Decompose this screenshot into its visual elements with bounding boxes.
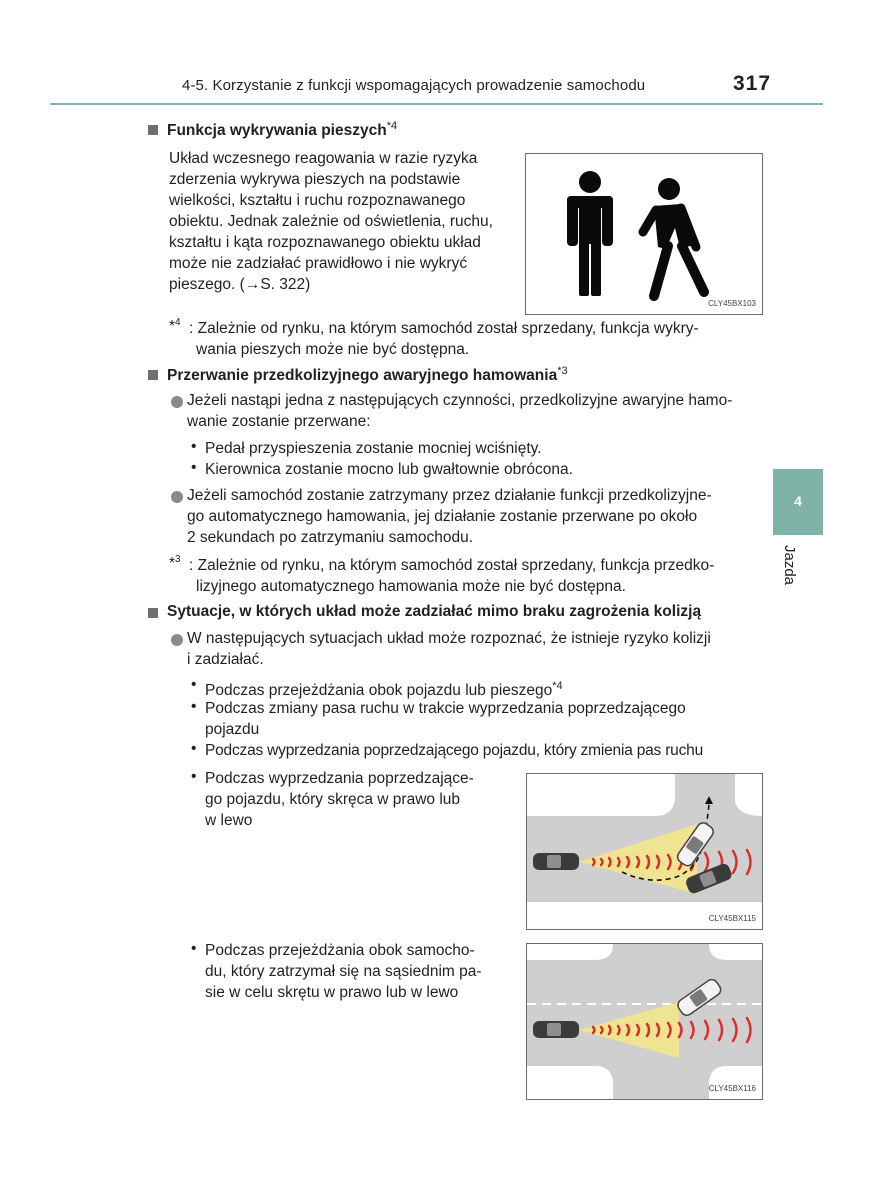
footnote-line: : Zależnie od rynku, na którym samochód został sprzedany, funkcja wykry-	[189, 320, 699, 337]
stopped-vehicle-figure	[526, 943, 763, 1100]
circle-bullet-icon	[171, 491, 183, 503]
dot-bullet-icon: •	[191, 459, 197, 476]
footnote-mark: *$^3$	[169, 554, 181, 573]
footnote-mark: *$^4$	[169, 317, 181, 336]
dot-bullet-icon: •	[191, 768, 197, 785]
figure-code: CLY45BX115	[708, 914, 756, 923]
text-line: może nie zadziałać prawidłowo i nie wykryć	[169, 255, 468, 272]
list-item: sie w celu skrętu w prawo lub w lewo	[205, 984, 459, 1001]
dot-bullet-icon: •	[191, 740, 197, 757]
own-car-icon	[533, 853, 579, 870]
list-item: Podczas przejeżdżania obok samocho-	[205, 942, 475, 959]
figure-code: CLY45BX103	[708, 299, 756, 308]
square-bullet-icon	[148, 608, 158, 618]
text-line: wanie zostanie przerwane:	[187, 413, 371, 430]
list-item: Podczas przejeżdżania obok pojazdu lub pieszego$^{*4}$	[205, 680, 563, 700]
walking-person-icon	[643, 178, 704, 296]
standing-person-icon	[567, 171, 613, 296]
page-number: 317	[733, 72, 772, 95]
dot-bullet-icon: •	[191, 438, 197, 455]
own-car-icon	[533, 1021, 579, 1038]
list-item: pojazdu	[205, 721, 260, 738]
list-item: w lewo	[205, 812, 253, 829]
sub-item: Kierownica zostanie mocno lub gwałtownie obrócona.	[205, 461, 573, 478]
text-line: pieszego. (→S. 322)	[169, 276, 311, 293]
text-line: W następujących sytuacjach układ może rozpoznać, że istnieje ryzyko kolizji	[187, 630, 711, 647]
text-line: go automatycznego hamowania, jej działanie zostanie przerwane po około	[187, 508, 698, 525]
chapter-tab-label: Jazda	[781, 545, 798, 586]
list-item: Podczas zmiany pasa ruchu w trakcie wyprzedzania poprzedzającego	[205, 700, 686, 717]
section-heading-braking-cancel: Przerwanie przedkolizyjnego awaryjnego hamowania$^{*3}$	[167, 365, 568, 385]
footnote-line: : Zależnie od rynku, na którym samochód został sprzedany, funkcja przedko-	[189, 557, 715, 574]
circle-bullet-icon	[171, 396, 183, 408]
text-line: wielkości, kształtu i ruchu rozpoznawanego	[169, 192, 466, 209]
sub-item: Pedał przyspieszenia zostanie mocniej wciśnięty.	[205, 440, 542, 457]
text-line: Układ wczesnego reagowania w razie ryzyka	[169, 150, 478, 167]
text-line: kształtu i kąta rozpoznawanego obiektu układ	[169, 234, 481, 251]
text-line: obiektu. Jednak zależnie od oświetlenia, ruchu,	[169, 213, 493, 230]
dot-bullet-icon: •	[191, 698, 197, 715]
square-bullet-icon	[148, 125, 158, 135]
text-line: Jeżeli nastąpi jedna z następujących czynności, przedkolizyjne awaryjne hamo-	[187, 392, 733, 409]
pedestrian-figure	[525, 153, 763, 315]
chapter-tab-number: 4	[794, 493, 802, 509]
list-item: Podczas wyprzedzania poprzedzające-	[205, 770, 474, 787]
text-line: 2 sekundach po zatrzymaniu samochodu.	[187, 529, 474, 546]
dot-bullet-icon: •	[191, 676, 197, 693]
list-item: du, który zatrzymał się na sąsiednim pa-	[205, 963, 482, 980]
list-item: Podczas wyprzedzania poprzedzającego pojazdu, który zmienia pas ruchu	[205, 742, 703, 759]
turning-vehicle-figure	[526, 773, 763, 930]
text-line: i zadziałać.	[187, 651, 264, 668]
footnote-line: wania pieszych może nie być dostępna.	[196, 341, 470, 358]
section-heading-pedestrian: Funkcja wykrywania pieszych$^{*4}$	[167, 120, 398, 140]
chapter-title: 4-5. Korzystanie z funkcji wspomagających prowadzenie samochodu	[182, 77, 646, 94]
figure-code: CLY45BX116	[708, 1084, 756, 1093]
header-rule	[50, 103, 823, 105]
circle-bullet-icon	[171, 634, 183, 646]
section-heading-false-activation: Sytuacje, w których układ może zadziałać mimo braku zagrożenia kolizją	[167, 603, 702, 620]
dot-bullet-icon: •	[191, 940, 197, 957]
text-line: zderzenia wykrywa pieszych na podstawie	[169, 171, 461, 188]
footnote-line: lizyjnego automatycznego hamowania może nie być dostępna.	[196, 578, 626, 595]
text-line: Jeżeli samochód zostanie zatrzymany przez działanie funkcji przedkolizyjne-	[187, 487, 712, 504]
square-bullet-icon	[148, 370, 158, 380]
list-item: go pojazdu, który skręca w prawo lub	[205, 791, 461, 808]
